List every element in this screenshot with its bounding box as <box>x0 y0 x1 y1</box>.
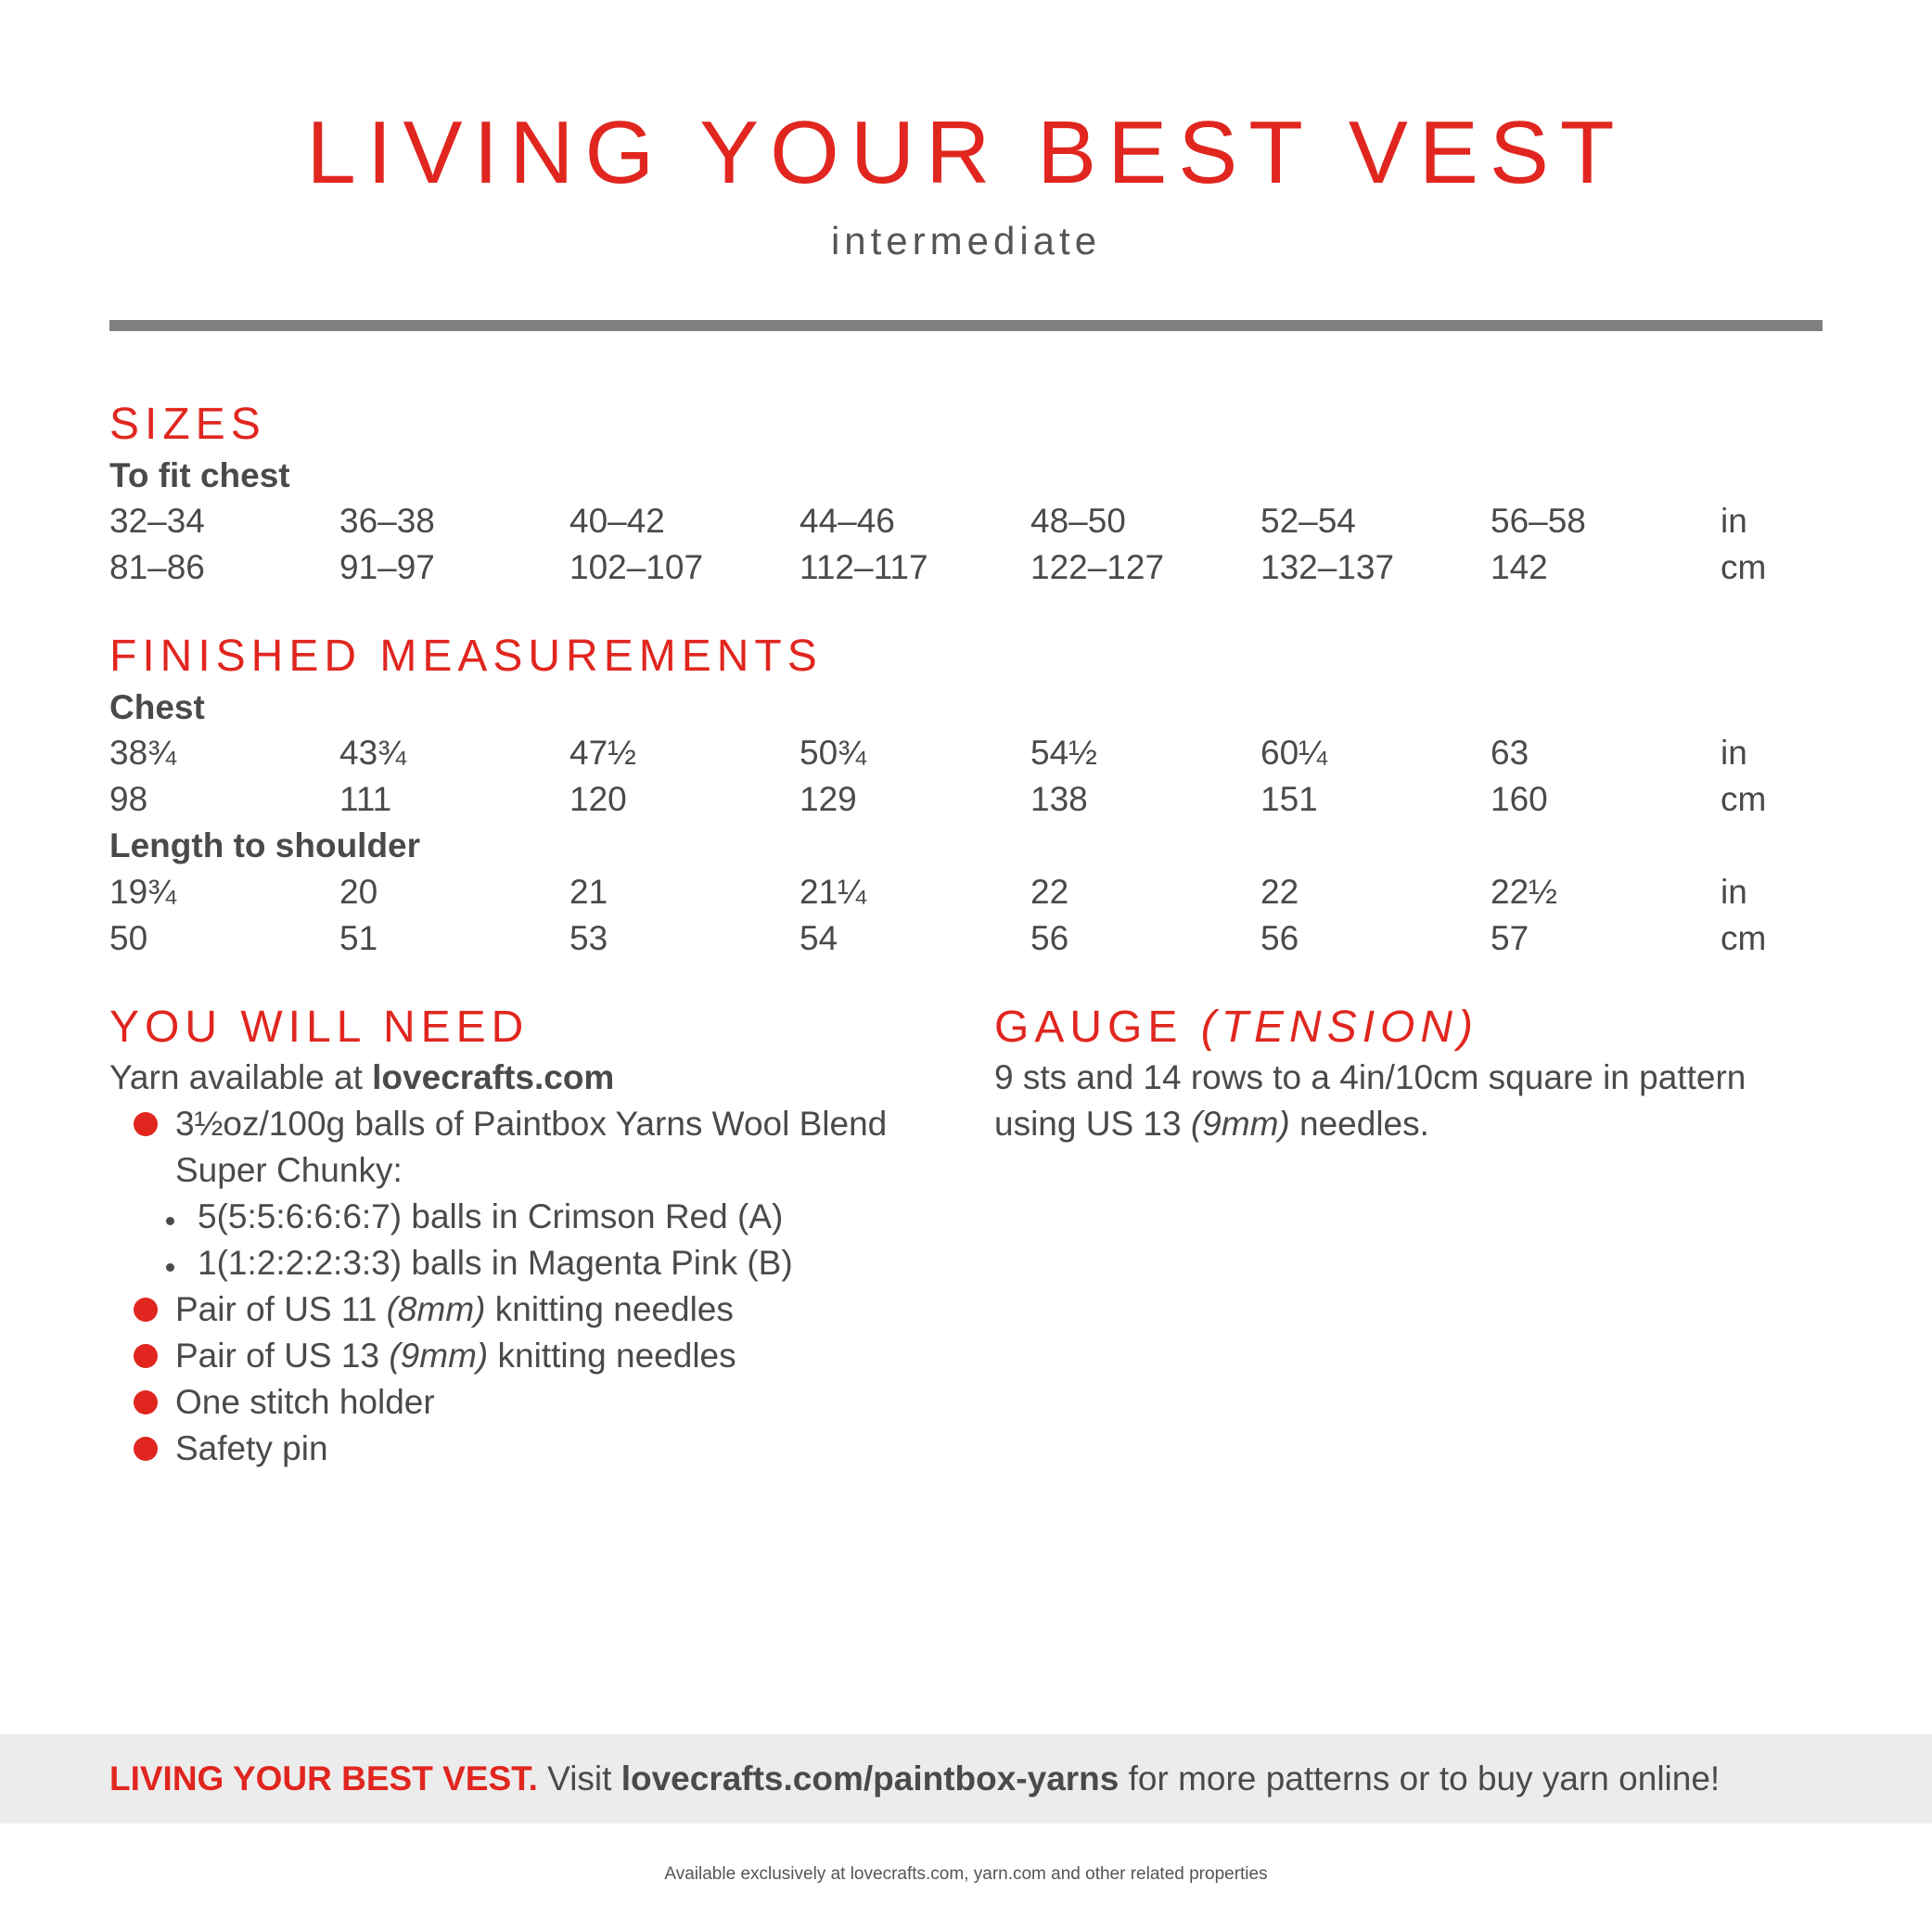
gauge-line-1: 9 sts and 14 rows to a 4in/10cm square in pattern <box>994 1058 1746 1096</box>
table-cell: 129 <box>800 780 857 818</box>
length-row-cm <box>109 915 1823 962</box>
bullet-dot-icon <box>134 1390 158 1414</box>
table-cell: 43¾ <box>339 734 407 772</box>
gauge-needle-desc: needles. <box>1289 1105 1429 1143</box>
unit-label: in <box>1721 734 1747 772</box>
needle-size-metric: (9mm) <box>389 1337 489 1375</box>
sizes-section <box>109 397 290 499</box>
needle-size-us: Pair of US 11 <box>175 1290 387 1328</box>
gauge-needle-metric: (9mm) <box>1190 1105 1290 1143</box>
sizes-row-in <box>109 498 1823 544</box>
sub-bullet-icon <box>166 1217 174 1225</box>
sub-list-item: 5(5:5:6:6:6:7) balls in Crimson Red (A) <box>198 1197 784 1235</box>
finished-heading: FINISHED MEASUREMENTS <box>109 632 823 681</box>
list-item: 3½oz/100g balls of Paintbox Yarns Wool Blend <box>175 1105 888 1143</box>
bullet-dot-icon <box>134 1112 158 1136</box>
length-row-in <box>109 869 1823 915</box>
table-cell: 98 <box>109 780 148 818</box>
unit-label: cm <box>1721 919 1767 957</box>
list-item: One stitch holder <box>175 1383 435 1421</box>
table-cell: 20 <box>339 873 378 911</box>
bullet-dot-icon <box>134 1344 158 1368</box>
sizes-heading: SIZES <box>109 400 266 449</box>
page-title: LIVING YOUR BEST VEST <box>306 103 1626 202</box>
yarn-availability <box>109 1055 614 1101</box>
footer-brand: LIVING YOUR BEST VEST. <box>109 1759 538 1798</box>
gauge-line-2 <box>994 1101 1429 1147</box>
needle-size-metric: (8mm) <box>386 1290 486 1328</box>
table-cell: 40–42 <box>569 502 665 540</box>
length-label: Length to shoulder <box>109 826 421 864</box>
gauge-needle-us: using US 13 <box>994 1105 1191 1143</box>
yarn-availability-prefix: Yarn available at <box>109 1058 373 1096</box>
footer-link[interactable]: lovecrafts.com/paintbox-yarns <box>621 1759 1120 1798</box>
needle-desc: knitting needles <box>488 1337 736 1375</box>
gauge-heading <box>994 1000 1478 1056</box>
needle-desc: knitting needles <box>485 1290 734 1328</box>
bullet-dot-icon <box>134 1437 158 1461</box>
table-cell: 91–97 <box>339 548 435 586</box>
table-cell: 22½ <box>1491 873 1558 911</box>
table-cell: 57 <box>1491 919 1529 957</box>
unit-label: in <box>1721 873 1747 911</box>
table-cell: 47½ <box>569 734 637 772</box>
unit-label: cm <box>1721 548 1767 586</box>
table-cell: 60¼ <box>1260 734 1328 772</box>
table-cell: 54 <box>800 919 838 957</box>
table-cell: 38¾ <box>109 734 177 772</box>
table-cell: 50¾ <box>800 734 867 772</box>
table-cell: 56 <box>1030 919 1069 957</box>
table-cell: 122–127 <box>1030 548 1165 586</box>
table-cell: 132–137 <box>1260 548 1395 586</box>
table-cell: 120 <box>569 780 627 818</box>
sub-list-item: 1(1:2:2:2:3:3) balls in Magenta Pink (B) <box>198 1244 793 1282</box>
table-cell: 48–50 <box>1030 502 1126 540</box>
table-cell: 160 <box>1491 780 1548 818</box>
table-cell: 44–46 <box>800 502 895 540</box>
table-cell: 22 <box>1260 873 1299 911</box>
table-cell: 21 <box>569 873 608 911</box>
chest-label: Chest <box>109 688 205 726</box>
table-cell: 81–86 <box>109 548 205 586</box>
footer-visit: Visit <box>537 1759 621 1798</box>
list-item <box>175 1286 734 1333</box>
list-item-continued: Super Chunky: <box>175 1151 403 1189</box>
legal-fine-print: Available exclusively at lovecrafts.com, yarn.com and other related properties <box>664 1864 1268 1884</box>
table-cell: 53 <box>569 919 608 957</box>
table-cell: 54½ <box>1030 734 1098 772</box>
yarn-site-link[interactable]: lovecrafts.com <box>372 1058 615 1096</box>
you-will-need-heading: YOU WILL NEED <box>109 1003 530 1052</box>
chest-row-cm <box>109 776 1823 823</box>
chest-row-in <box>109 730 1823 776</box>
needle-size-us: Pair of US 13 <box>175 1337 390 1375</box>
to-fit-chest-label: To fit chest <box>109 456 290 494</box>
table-cell: 50 <box>109 919 148 957</box>
list-item <box>175 1333 736 1379</box>
table-cell: 22 <box>1030 873 1069 911</box>
sub-bullet-icon <box>166 1263 174 1272</box>
table-cell: 142 <box>1491 548 1548 586</box>
footer-promo <box>109 1756 1720 1802</box>
table-cell: 102–107 <box>569 548 704 586</box>
table-cell: 63 <box>1491 734 1529 772</box>
footer-tail: for more patterns or to buy yarn online! <box>1119 1759 1721 1798</box>
list-item: Safety pin <box>175 1429 328 1467</box>
table-cell: 138 <box>1030 780 1088 818</box>
gauge-heading-text: GAUGE <box>994 1003 1201 1052</box>
finished-section <box>109 629 823 731</box>
unit-label: in <box>1721 502 1747 540</box>
table-cell: 51 <box>339 919 378 957</box>
table-cell: 111 <box>339 780 392 818</box>
table-cell: 32–34 <box>109 502 205 540</box>
bullet-dot-icon <box>134 1298 158 1322</box>
table-cell: 19¾ <box>109 873 177 911</box>
table-cell: 56–58 <box>1491 502 1586 540</box>
skill-level: intermediate <box>830 219 1102 262</box>
table-cell: 52–54 <box>1260 502 1356 540</box>
table-cell: 112–117 <box>800 548 928 586</box>
gauge-heading-tension: (TENSION) <box>1200 1003 1479 1052</box>
sizes-row-cm <box>109 544 1823 591</box>
table-cell: 56 <box>1260 919 1299 957</box>
table-cell: 21¼ <box>800 873 867 911</box>
table-cell: 151 <box>1260 780 1318 818</box>
unit-label: cm <box>1721 780 1767 818</box>
table-cell: 36–38 <box>339 502 435 540</box>
header-divider <box>109 320 1823 331</box>
